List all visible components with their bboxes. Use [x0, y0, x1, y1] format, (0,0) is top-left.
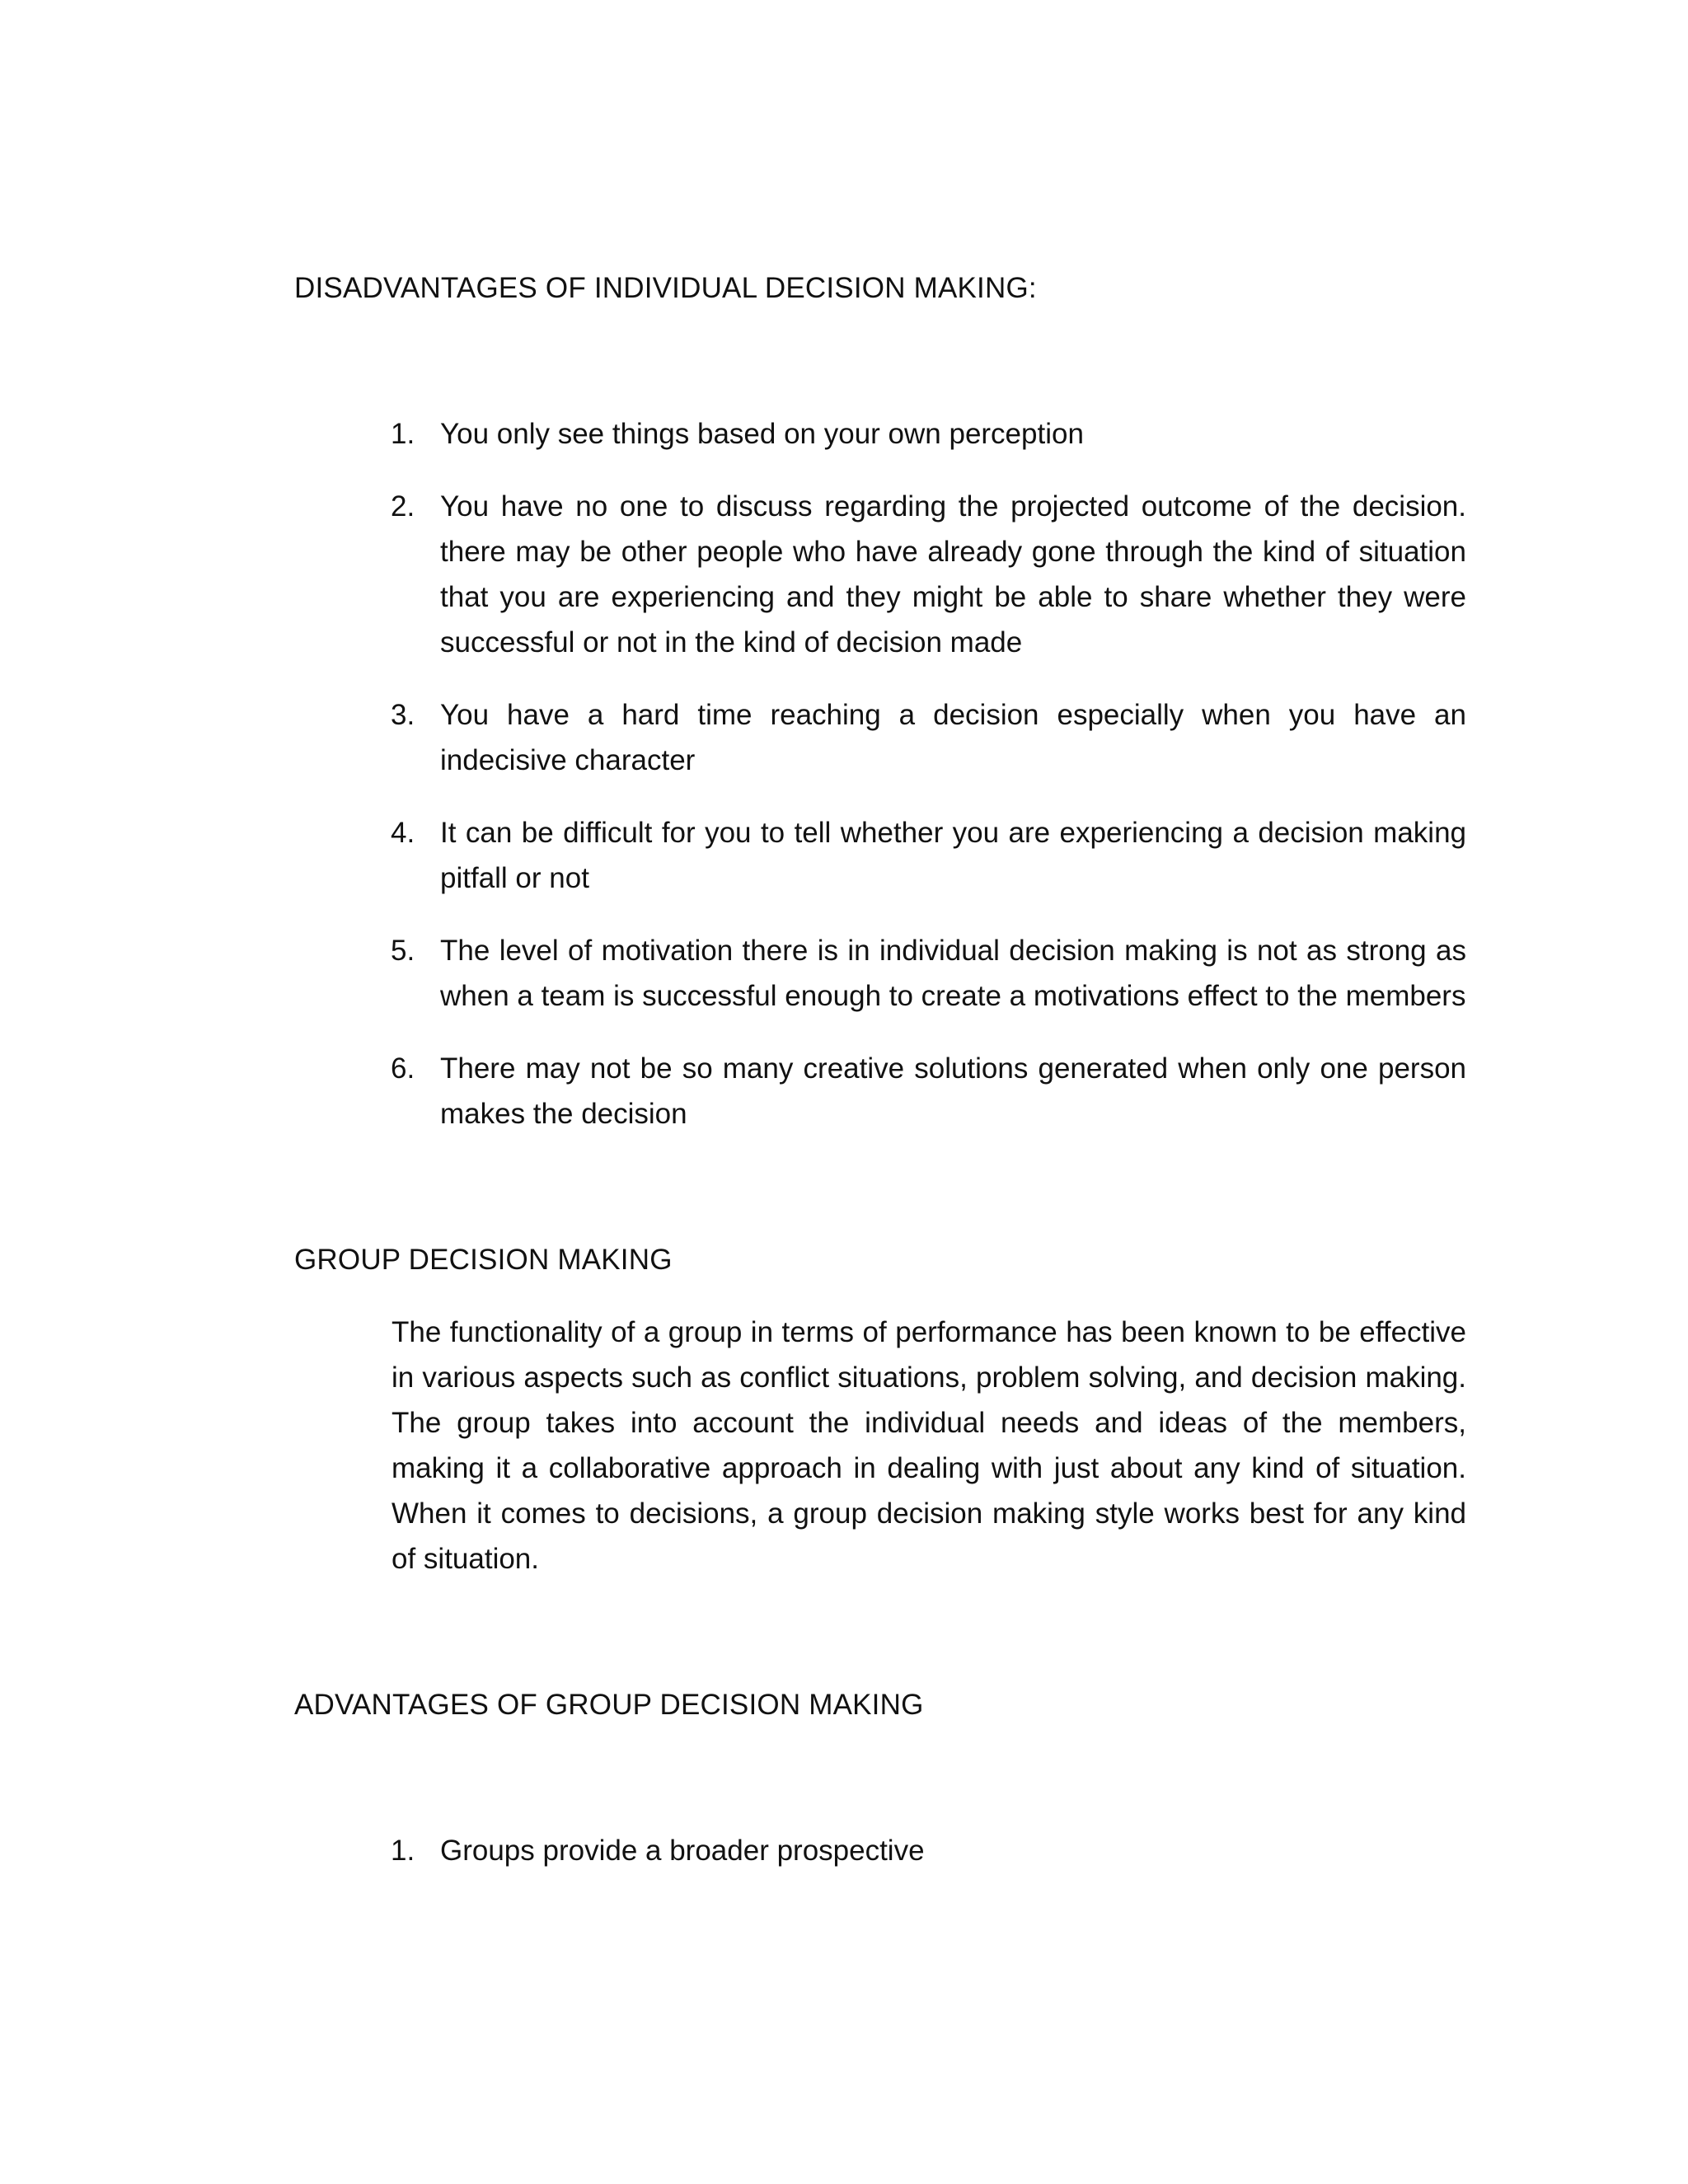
list-item-text: You have a hard time reaching a decision especially when you have an indecisive character: [440, 699, 1466, 776]
document-content: [294, 265, 1466, 1873]
list-item: [391, 1046, 1466, 1137]
list-item-number: 3.: [391, 699, 415, 731]
list-item: [391, 484, 1466, 665]
list-item-text: There may not be so many creative solutions generated when only one person makes the decision: [440, 1052, 1466, 1130]
list-item: [391, 1828, 1466, 1873]
list-item-number: 1.: [391, 418, 415, 450]
list-item: [391, 928, 1466, 1019]
heading-advantages-group: ADVANTAGES OF GROUP DECISION MAKING: [294, 1689, 924, 1721]
list-item-text: It can be difficult for you to tell whether you are experiencing a decision making pitfall or not: [440, 817, 1466, 894]
list-item: [391, 692, 1466, 783]
advantages-list: [294, 1828, 1466, 1873]
list-item-number: 5.: [391, 935, 415, 967]
list-item-number: 2.: [391, 490, 415, 523]
heading-disadvantages-individual: DISADVANTAGES OF INDIVIDUAL DECISION MAKING:: [294, 272, 1037, 304]
disadvantages-list: [294, 411, 1466, 1137]
list-item-number: 1.: [391, 1835, 415, 1867]
list-item-number: 4.: [391, 817, 415, 849]
list-item: [391, 411, 1466, 457]
list-item-text: Groups provide a broader prospective: [440, 1835, 925, 1867]
list-item-text: You only see things based on your own perception: [440, 418, 1084, 450]
list-item: [391, 810, 1466, 901]
heading-group-decision-making: GROUP DECISION MAKING: [294, 1244, 673, 1276]
list-item-number: 6.: [391, 1052, 415, 1085]
list-item-text: You have no one to discuss regarding the projected outcome of the decision. there may be other people who have already gone through the kind of situation that you are experiencing and they might be able to share whether they were successful or not in the kind of decision made: [440, 490, 1466, 658]
group-decision-paragraph: The functionality of a group in terms of performance has been known to be effective in various aspects such as conflict situations, problem solving, and decision making. The group takes into account the individual needs and ideas of the members, making it a collaborative approach in dealing with just about any kind of situation. When it comes to decisions, a group decision making style works best for any kind of situation.: [392, 1316, 1466, 1575]
list-item-text: The level of motivation there is in individual decision making is not as strong as when a team is successful enough to create a motivations effect to the members: [440, 935, 1466, 1012]
